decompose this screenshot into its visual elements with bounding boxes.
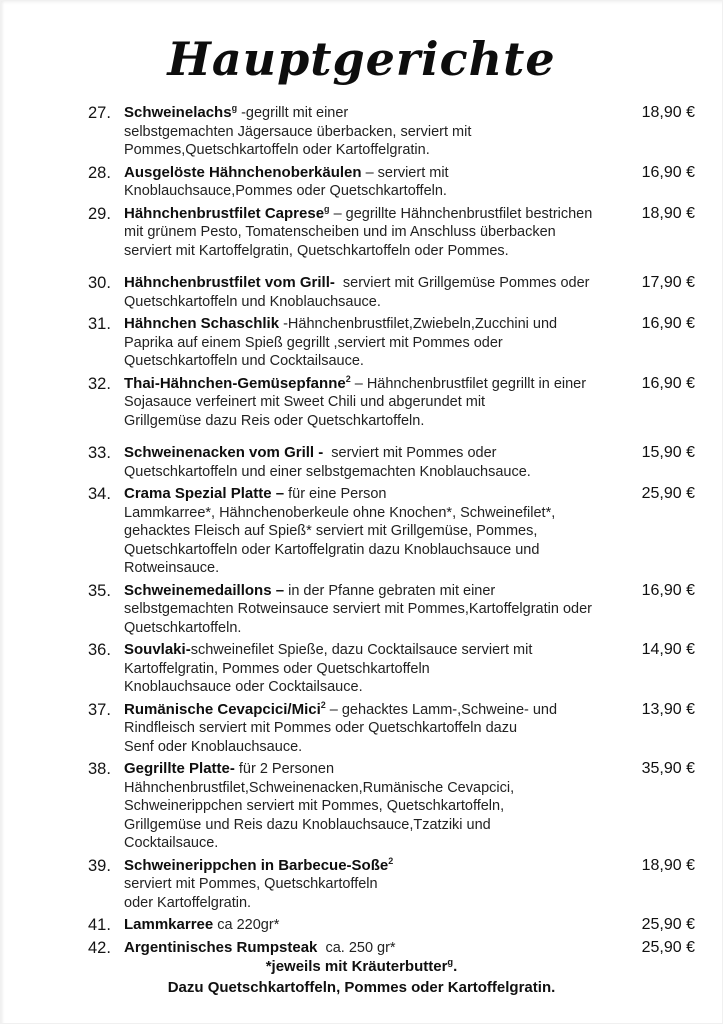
item-text (124, 205, 619, 261)
item-description-inline: – serviert mit (361, 164, 449, 181)
menu-item (88, 164, 695, 201)
item-name: Hähnchenbrustfilet vom Grill- (124, 274, 335, 291)
item-price: 18,90 € (641, 104, 695, 121)
item-description-inline: serviert mit Pommes oder (323, 445, 497, 461)
item-number: 37. (88, 700, 111, 719)
item-name: Crama Spezial Platte – (124, 485, 285, 502)
item-price: 25,90 € (641, 938, 695, 956)
item-text (124, 701, 619, 757)
item-price: 17,90 € (641, 274, 695, 291)
item-superscript: 2 (388, 855, 394, 866)
item-description-line: Senf oder Knoblauchsauce. (124, 738, 303, 755)
item-description-line: Schweinerippchen serviert mit Pommes, Quetschkartoffeln, (124, 798, 505, 814)
item-description-line: Grillgemüse und Reis dazu Knoblauchsauce,Tzatziki und (124, 816, 491, 833)
item-description (124, 779, 611, 853)
item-text (124, 375, 619, 431)
menu-item (88, 916, 695, 935)
item-number: 32. (88, 374, 111, 393)
item-description-line: Kartoffelgratin, Pommes oder Quetschkartoffeln (124, 660, 430, 677)
item-description-line: Quetschkartoffeln oder Kartoffelgratin dazu Knoblauchsauce und (124, 541, 540, 558)
item-name: Lammkarree (124, 916, 214, 933)
menu-list (88, 104, 695, 957)
item-description-line: serviert mit Pommes, Quetschkartoffeln (124, 876, 378, 892)
item-price: 16,90 € (641, 374, 695, 392)
menu-item (88, 857, 695, 913)
item-description-inline: in der Pfanne gebraten mit einer (284, 582, 496, 599)
item-description-inline: – gegrillte Hähnchenbrustfilet bestrichen (329, 205, 593, 222)
item-description (124, 600, 611, 637)
item-description-inline: ca 220gr* (213, 917, 280, 933)
item-description-line: Quetschkartoffeln. (124, 619, 242, 636)
item-description (124, 504, 611, 578)
item-name: Schweinerippchen in Barbecue-Soße (124, 856, 389, 874)
menu-item (88, 641, 695, 697)
item-text (124, 582, 619, 638)
item-price: 18,90 € (641, 856, 695, 874)
item-price: 13,90 € (641, 700, 695, 718)
menu-item (88, 701, 695, 757)
item-name: Thai-Hähnchen-Gemüsepfanne (124, 374, 346, 392)
item-name: Schweinelachs (124, 104, 232, 121)
item-name: Hähnchenbrustfilet Caprese (124, 204, 325, 222)
item-name: Ausgelöste Hähnchenoberkäulen (124, 163, 362, 181)
item-number: 38. (88, 760, 111, 778)
item-description-inline: -gegrillt mit einer (237, 105, 349, 121)
item-description-inline: für eine Person (284, 486, 387, 502)
item-name: Schweinemedaillons – (124, 581, 285, 599)
menu-item (88, 274, 695, 311)
item-description-inline: – Hähnchenbrustfilet gegrillt in einer (350, 375, 587, 392)
item-number: 33. (88, 444, 111, 462)
item-text (124, 444, 619, 481)
item-description-line: selbstgemachten Jägersauce überbacken, serviert mit (124, 123, 472, 140)
item-description (124, 123, 611, 160)
item-superscript: g (231, 103, 238, 114)
item-text (124, 104, 619, 160)
item-number: 29. (88, 204, 111, 223)
item-description (124, 293, 611, 312)
item-description-line: Rindfleisch serviert mit Pommes oder Quetschkartoffeln dazu (124, 720, 518, 736)
item-superscript: 2 (320, 699, 326, 710)
item-description-line: oder Kartoffelgratin. (124, 894, 252, 911)
footer-note-butter-text: *jeweils mit Kräuterbutter (265, 958, 448, 975)
item-description-line: Rotweinsauce. (124, 560, 220, 576)
item-text (124, 164, 619, 201)
item-description-line: mit grünem Pesto, Tomatenscheiben und im Anschluss überbacken (124, 224, 556, 240)
item-name: Souvlaki- (124, 641, 191, 658)
item-name: Schweinenacken vom Grill - (124, 444, 324, 461)
item-description-line: serviert mit Kartoffelgratin, Quetschkartoffeln oder Pommes. (124, 242, 509, 259)
item-text (124, 641, 619, 697)
item-superscript: g (324, 203, 330, 214)
item-number: 30. (88, 274, 111, 292)
item-description-inline: schweinefilet Spieße, dazu Cocktailsauce serviert mit (190, 642, 533, 658)
item-name: Argentinisches Rumpsteak (124, 938, 318, 956)
item-number: 42. (88, 938, 111, 957)
item-description-line: Sojasauce verfeinert mit Sweet Chili und abgerundet mit (124, 394, 486, 410)
item-description-line: Knoblauchsauce oder Cocktailsauce. (124, 679, 363, 695)
item-description-line: gehacktes Fleisch auf Spieß* serviert mit Grillgemüse, Pommes, (124, 523, 538, 539)
item-description-line: Knoblauchsauce,Pommes oder Quetschkartoffeln. (124, 183, 447, 199)
item-name: Rumänische Cevapcici/Mici (124, 700, 321, 718)
item-description-line: Hähnchenbrustfilet,Schweinenacken,Rumänische Cevapcici, (124, 779, 515, 796)
item-text (124, 939, 619, 958)
menu-footer (0, 956, 723, 998)
item-description-inline: -Hähnchenbrustfilet,Zwiebeln,Zucchini und (279, 316, 558, 332)
footer-note-superscript: g (447, 957, 454, 967)
item-description-line: selbstgemachten Rotweinsauce serviert mit Pommes,Kartoffelgratin oder (124, 601, 592, 617)
item-text (124, 857, 619, 913)
menu-item (88, 375, 695, 431)
item-description (124, 182, 611, 201)
item-superscript: 2 (345, 373, 351, 384)
menu-item (88, 104, 695, 160)
item-description (124, 463, 611, 482)
item-price: 15,90 € (641, 444, 695, 461)
item-description (124, 719, 611, 756)
item-description (124, 393, 611, 430)
menu-item (88, 760, 695, 853)
item-description-inline: für 2 Personen (234, 761, 335, 777)
item-description (124, 660, 611, 697)
item-description (124, 334, 611, 371)
item-number: 28. (88, 163, 111, 182)
item-price: 14,90 € (641, 641, 695, 658)
item-description-inline: ca. 250 gr* (317, 939, 396, 956)
item-number: 27. (88, 104, 111, 122)
footer-note-sides: Dazu Quetschkartoffeln, Pommes oder Kartoffelgratin. (167, 979, 556, 996)
item-price: 16,90 € (641, 315, 695, 332)
menu-item (88, 205, 695, 261)
item-number: 41. (88, 916, 111, 934)
item-description-line: Grillgemüse dazu Reis oder Quetschkartoffeln. (124, 412, 425, 429)
item-description-line: Quetschkartoffeln und einer selbstgemachten Knoblauchsauce. (124, 463, 531, 480)
menu-item (88, 315, 695, 371)
item-text (124, 485, 619, 578)
item-number: 39. (88, 856, 111, 875)
item-text (124, 315, 619, 371)
item-price: 16,90 € (641, 163, 695, 181)
item-description (124, 223, 611, 260)
item-description-line: Paprika auf einem Spieß gegrillt ,serviert mit Pommes oder (124, 334, 503, 351)
item-number: 34. (88, 485, 111, 503)
menu-item (88, 444, 695, 481)
item-price: 16,90 € (641, 581, 695, 599)
item-text (124, 916, 619, 935)
item-description-inline: – gehacktes Lamm-,Schweine- und (325, 701, 558, 718)
item-number: 35. (88, 581, 111, 600)
item-price: 25,90 € (641, 485, 695, 502)
item-description-line: Quetschkartoffeln und Cocktailsauce. (124, 353, 364, 369)
item-price: 25,90 € (641, 916, 695, 933)
item-description-line: Pommes,Quetschkartoffeln oder Kartoffelgratin. (124, 142, 430, 158)
menu-item (88, 582, 695, 638)
item-number: 36. (88, 641, 111, 659)
menu-item (88, 939, 695, 958)
item-name: Gegrillte Platte- (124, 760, 235, 777)
item-price: 35,90 € (641, 760, 695, 777)
item-description-line: Cocktailsauce. (124, 835, 219, 851)
footer-note-butter (0, 956, 723, 977)
footer-note-butter-period: . (453, 958, 458, 975)
item-description-line: Lammkarree*, Hähnchenoberkeule ohne Knochen*, Schweinefilet*, (124, 504, 556, 521)
item-price: 18,90 € (641, 204, 695, 222)
item-name: Hähnchen Schaschlik (124, 315, 280, 332)
item-description-inline: serviert mit Grillgemüse Pommes oder (334, 275, 590, 291)
item-text (124, 760, 619, 853)
item-description (124, 875, 611, 912)
item-number: 31. (88, 315, 111, 333)
menu-item (88, 485, 695, 578)
page-title: Hauptgerichte (167, 32, 556, 86)
item-text (124, 274, 619, 311)
item-description-line: Quetschkartoffeln und Knoblauchsauce. (124, 293, 381, 310)
